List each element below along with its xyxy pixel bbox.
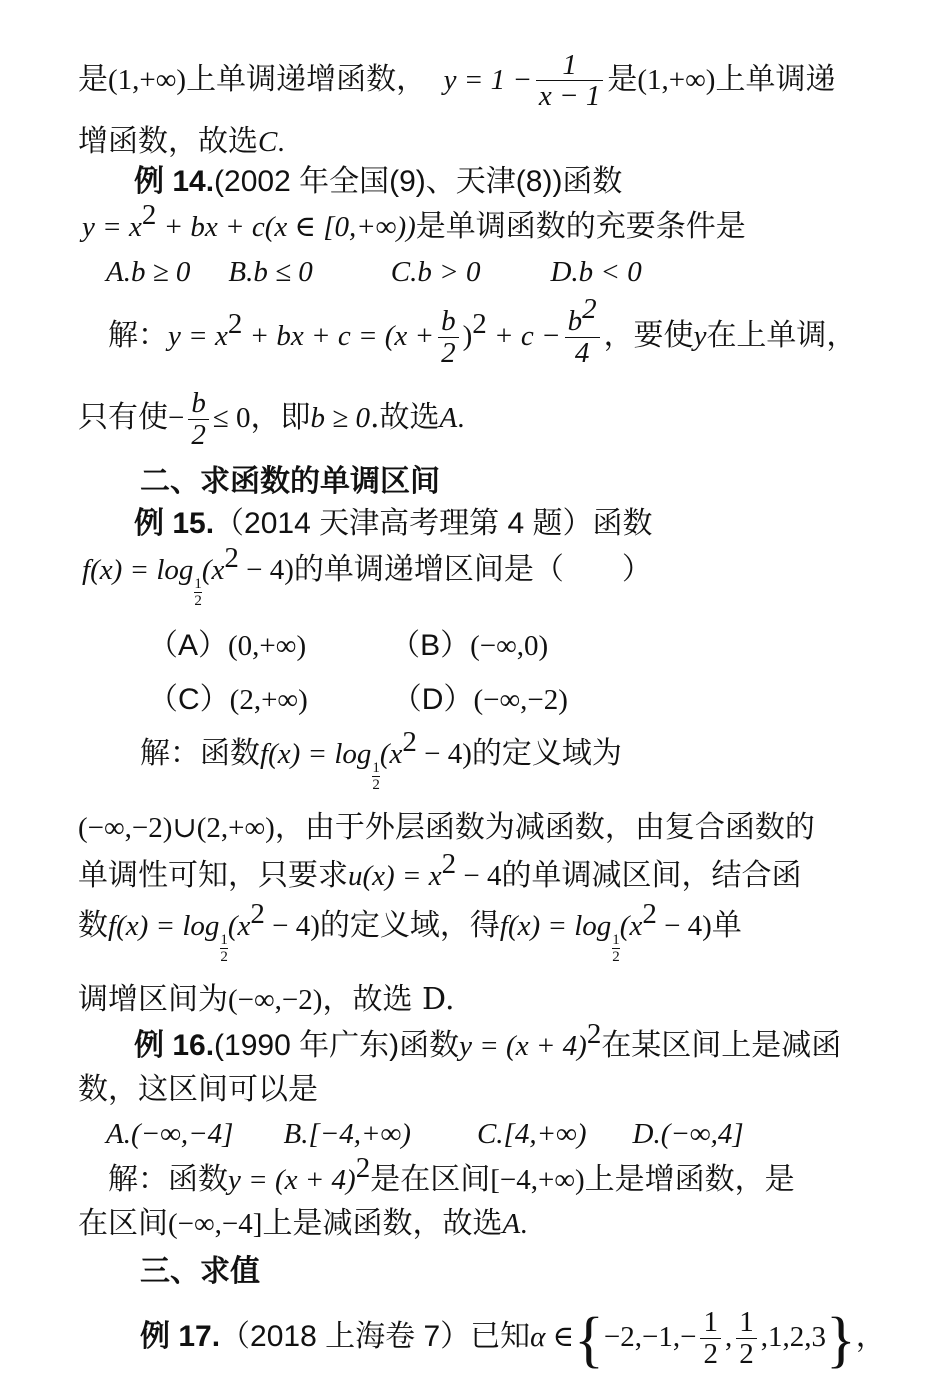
option-c-label: （C） — [148, 683, 230, 716]
text: 数，这区间可以是 — [78, 1072, 318, 1107]
example-14-solution-2 — [78, 384, 875, 452]
example-source: （2014 天津高考理第 4 题）函数 — [214, 507, 653, 540]
math-expression: y = x — [168, 320, 228, 352]
fraction — [736, 1307, 757, 1369]
option-a: A.b ≥ 0 — [106, 256, 191, 288]
option-b-label: （B） — [390, 629, 471, 662]
example-16-solution-2 — [78, 1204, 875, 1244]
example-15-options-row-2 — [148, 680, 875, 720]
text: 的定义域，得 — [319, 908, 500, 943]
math-expression: b ≥ 0 — [310, 402, 370, 434]
example-17-heading — [140, 1302, 886, 1375]
fraction — [438, 306, 459, 368]
fraction-numerator: b — [567, 305, 583, 338]
text: 在上单调， — [706, 318, 857, 353]
text: . — [277, 126, 285, 158]
log-base: $\frac{1}{2}$ — [612, 931, 620, 965]
fraction-numerator: 1 — [536, 50, 603, 81]
text: ） — [621, 552, 652, 587]
option-d: D.b < 0 — [550, 256, 642, 288]
section-3-title: 三、求值 — [140, 1254, 260, 1289]
math-expression: + bx + c = (x + — [242, 320, 435, 352]
option-d-label: （D） — [391, 683, 474, 716]
text: ，由于外层函数为减函数，由复合函数的 — [274, 810, 815, 845]
text: 是在区间 — [370, 1162, 491, 1197]
text: 数 — [78, 908, 108, 943]
text: ， — [855, 1319, 886, 1354]
text: 是 — [607, 61, 638, 97]
text: . — [457, 402, 465, 434]
example-15-options-row-1 — [148, 626, 875, 666]
text: 解：函数 — [108, 1162, 228, 1197]
option-d: D.(−∞,4] — [632, 1118, 744, 1150]
math-expression: , — [724, 1321, 733, 1353]
math-expression: α ∈ — [530, 1321, 575, 1353]
answer-letter: C — [258, 126, 278, 158]
fraction-numerator: b — [188, 388, 209, 419]
example-15-solution-3: 单调性可知，只要求$u(x) = x^2 - 4$的单调减区间，结合函 — [78, 848, 802, 893]
math-expression: (x) = log — [90, 554, 194, 586]
fraction-denominator: 4 — [574, 336, 590, 369]
math-expression: y = (x + 4) — [459, 1030, 587, 1062]
option-a: (0,+∞) — [228, 630, 307, 662]
option-b: B.b ≤ 0 — [228, 256, 313, 288]
text: 调增区间为 — [78, 982, 228, 1017]
option-c: C.[4,+∞) — [476, 1118, 587, 1150]
text: 增函数，故选 — [78, 124, 258, 159]
log-base: $\frac{1}{2}$ — [372, 759, 380, 793]
math-interval: (−∞,−2) — [228, 984, 323, 1016]
math-expression: (−∞,−2)∪(2,+∞) — [78, 812, 275, 844]
math-expression: −2,−1,− — [603, 1321, 697, 1353]
right-brace: } — [825, 1306, 856, 1374]
option-c: (2,+∞) — [229, 684, 308, 716]
text: 上是减函数，故选 — [262, 1206, 503, 1241]
fraction-denominator: 2 — [703, 1337, 718, 1370]
example-label: 例 15. — [134, 507, 215, 540]
example-16-options — [106, 1114, 875, 1154]
example-14-heading — [134, 162, 875, 202]
math-expression: ≤ 0 — [212, 402, 251, 434]
text: 在区间 — [78, 1206, 168, 1241]
text-line-1 — [78, 50, 875, 112]
example-14-statement — [82, 199, 875, 247]
fraction — [700, 1307, 721, 1369]
example-source: （2018 上海卷 7）已知 — [220, 1320, 531, 1353]
text: ，即 — [250, 400, 311, 435]
math-expression: u(x) = x — [348, 860, 442, 892]
example-source: (2002 年全国(9)、天津(8))函数 — [214, 165, 623, 198]
example-15-heading — [134, 504, 875, 544]
option-d: (−∞,−2) — [473, 684, 568, 716]
text: 的单调减区间，结合函 — [501, 858, 802, 893]
math-expression: − — [168, 402, 185, 434]
text: 上是增函数，是 — [584, 1162, 795, 1197]
fraction: $\frac{b^2}{4}$ — [565, 306, 600, 368]
example-label: 例 16. — [134, 1029, 215, 1062]
text: .故选 — [369, 400, 440, 435]
fraction — [536, 50, 603, 112]
answer-letter: A — [502, 1208, 521, 1240]
math-expression: − 4) — [238, 554, 294, 586]
option-a-label: （A） — [148, 629, 229, 662]
option-b: B.[−4,+∞) — [283, 1118, 411, 1150]
math-interval: (1,+∞) — [108, 63, 187, 96]
example-label: 例 17. — [140, 1320, 221, 1353]
math-expression: + bx + c(x ∈ [0,+∞)) — [156, 211, 416, 243]
answer-letter: A — [439, 402, 458, 434]
fraction — [188, 388, 209, 450]
log-base: $\frac{1}{2}$ — [220, 931, 228, 965]
text-line-2 — [78, 122, 875, 162]
math-expression: (x — [201, 554, 225, 586]
math-expression: ,1,2,3 — [760, 1321, 826, 1353]
exponent: 2 — [586, 1018, 602, 1050]
example-15-solution-5 — [78, 980, 875, 1020]
example-14-options — [106, 252, 875, 292]
example-label: 例 14. — [134, 165, 215, 198]
fraction-denominator: 2 — [739, 1337, 754, 1370]
left-brace: { — [574, 1306, 604, 1374]
example-source: (1990 年广东)函数 — [214, 1029, 460, 1062]
fraction-numerator: b — [438, 306, 459, 337]
example-15-solution: 解：函数f(x) = log $\frac{1}{2}$ $(x^2 - 4)$的定义域为 — [140, 726, 622, 793]
math-expression: + c − — [486, 320, 561, 352]
log-base: $\frac{1}{2}$ — [194, 575, 202, 609]
text: 上单调递增函数， — [186, 61, 427, 97]
example-15-solution-2 — [78, 808, 875, 848]
text: 是单调函数的充要条件是 — [415, 209, 746, 244]
text: ，要使 — [603, 318, 694, 353]
math-expression: y = 1 − — [443, 63, 532, 96]
fraction-numerator: 1 — [700, 1307, 721, 1338]
fraction-denominator: x − 1 — [538, 80, 601, 113]
math-interval: (−∞,−4] — [168, 1208, 263, 1240]
math-expression: y = (x + 4) — [228, 1164, 356, 1196]
example-14-solution: 解：$y = x^2$ + bx + c = (x + $\frac{b}{2}$ )$^2$ + c − $\frac{b^2}{4}$ ，要使y在上单调， — [108, 293, 857, 369]
exponent: 2 — [141, 199, 157, 231]
math-variable: y — [693, 320, 707, 352]
option-c: C.b > 0 — [390, 256, 481, 288]
text: ，故选 D. — [322, 982, 455, 1017]
math-interval: [−4,+∞) — [490, 1164, 585, 1196]
math-expression: − 4 — [456, 860, 502, 892]
example-15-statement: f(x) = log $\frac{1}{2}$ $(x^2 - 4)$的单调递增区间是（ ） — [82, 542, 652, 609]
example-16-text-2 — [78, 1070, 875, 1110]
text: 单调性可知，只要求 — [78, 858, 348, 893]
example-16-heading — [134, 1018, 875, 1066]
math-interval: (1,+∞) — [637, 63, 716, 96]
text: . — [520, 1208, 528, 1240]
solution-label: 解： — [108, 318, 168, 353]
option-b: (−∞,0) — [470, 630, 549, 662]
text: 的定义域为 — [471, 736, 622, 771]
math-expression: y = x — [82, 211, 142, 243]
fraction-denominator: 2 — [441, 336, 456, 369]
math-expression: ) — [462, 320, 473, 352]
text: 单 — [711, 908, 742, 943]
example-16-solution: 解：函数$y = (x + 4)^2$是在区间[−4,+∞)上是增函数，是 — [108, 1152, 795, 1197]
fraction-denominator: 2 — [191, 418, 206, 451]
math-variable: f — [82, 554, 91, 586]
fraction-numerator: 1 — [736, 1307, 757, 1338]
solution-label: 解：函数 — [140, 736, 260, 771]
text: 只有使 — [78, 400, 168, 435]
example-15-solution-4: 数f(x) = log $\frac{1}{2}$ $(x^2 - 4)$的定义域，得f(x) = log $\frac{1}{2}$ $(x^2 - 4)$单 — [78, 898, 742, 965]
text: 上单调递 — [715, 61, 836, 97]
option-a: A.(−∞,−4] — [106, 1118, 234, 1150]
text: 的单调递增区间是（ — [293, 552, 564, 587]
section-2-title: 二、求函数的单调区间 — [140, 464, 440, 499]
text: 是 — [78, 61, 108, 97]
text: 在某区间上是减函 — [601, 1028, 842, 1063]
